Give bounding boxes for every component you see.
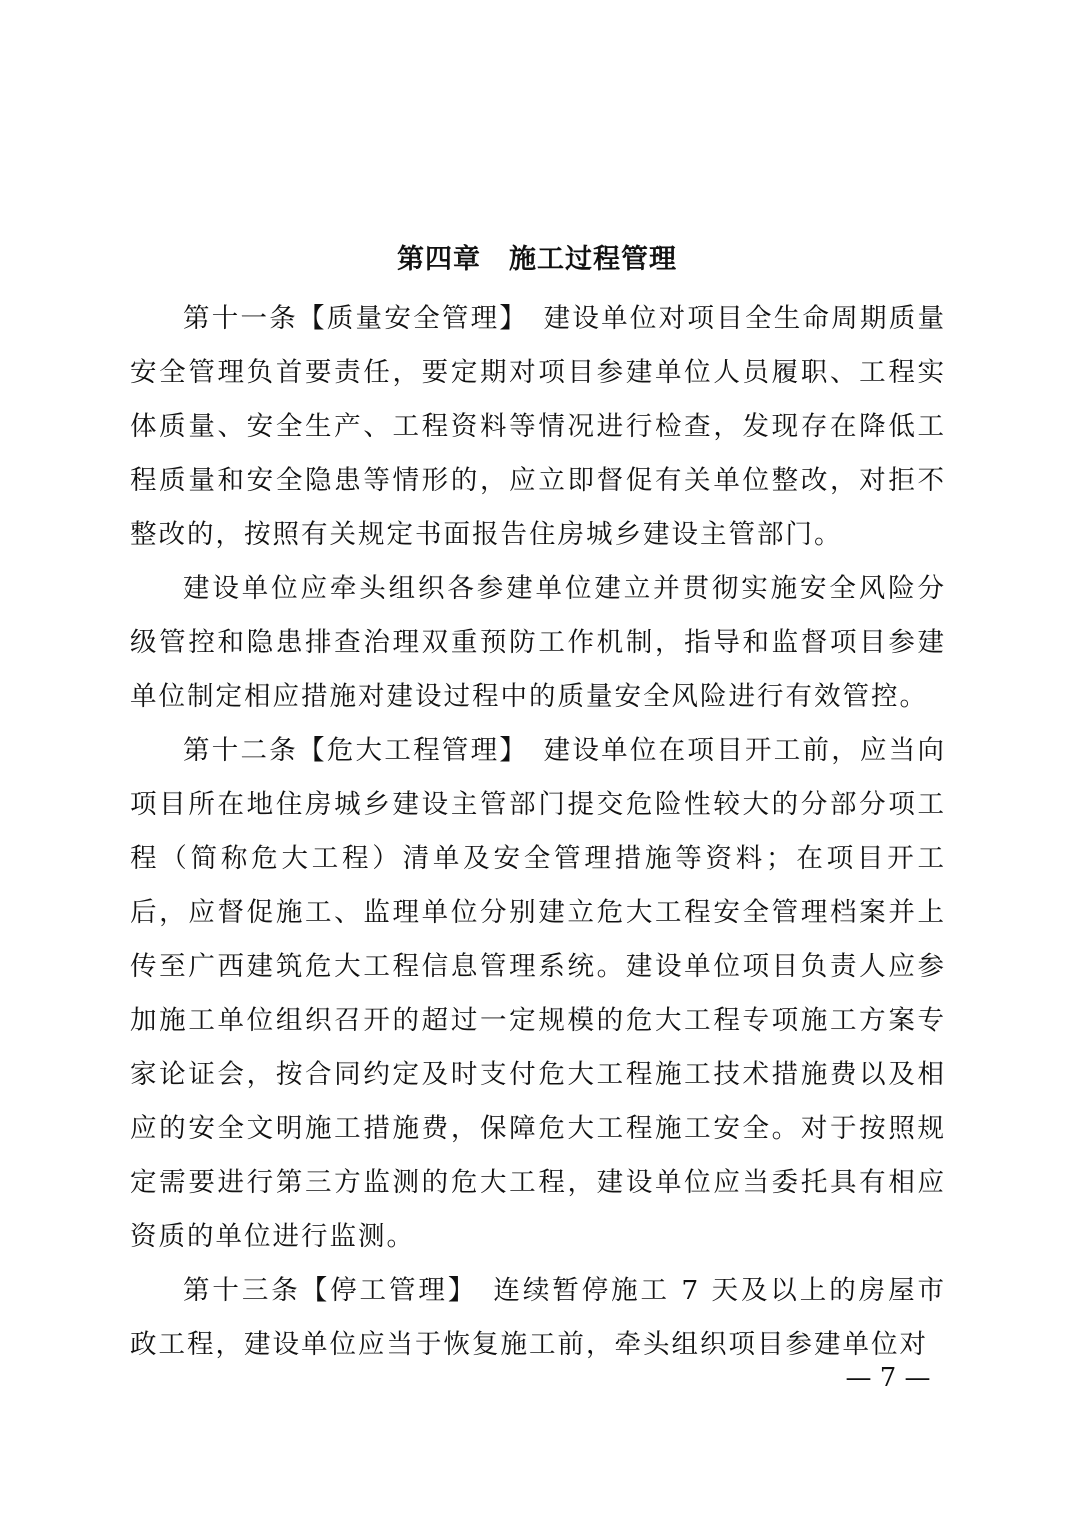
article-12-text: 建设单位在项目开工前，应当向项目所在地住房城乡建设主管部门提交危险性较大的分部分项工程（简称危大工程）清单及安全管理措施等资料；在项目开工后，应督促施工、监理单位分别建立危大工程安全管理档案并上传至广西建筑危大工程信息管理系统。建设单位项目负责人应参加施工单位组织召开的超过一定规模的危大工程专项施工方案专家论证会，按合同约定及时支付危大工程施工技术措施费以及相应的安全文明施工措施费，保障危大工程施工安全。对于按照规定需要进行第三方监测的危大工程，建设单位应当委托具有相应资质的单位进行监测。 (130, 735, 947, 1252)
article-11-text-2: 建设单位应牵头组织各参建单位建立并贯彻实施安全风险分级管控和隐患排查治理双重预防工作机制，指导和监督项目参建单位制定相应措施对建设过程中的质量安全风险进行有效管控。 (130, 573, 946, 712)
article-11-heading: 第十一条【质量安全管理】 (183, 303, 515, 334)
article-12-paragraph (130, 724, 946, 1264)
article-11-paragraph-2 (130, 562, 946, 724)
page-number: — 7 — (845, 1363, 931, 1393)
document-body (130, 292, 946, 1372)
article-12-heading: 第十二条【危大工程管理】 (183, 735, 515, 766)
chapter-title: 第四章 施工过程管理 (397, 244, 677, 275)
article-13-paragraph (130, 1264, 946, 1372)
article-11-paragraph (130, 292, 946, 562)
article-13-heading: 第十三条【停工管理】 (183, 1275, 464, 1306)
article-13-text: 连续暂停施工 7 天及以上的房屋市政工程，建设单位应当于恢复施工前，牵头组织项目参建单位对 (130, 1275, 946, 1360)
article-11-text: 建设单位对项目全生命周期质量安全管理负首要责任，要定期对项目参建单位人员履职、工程实体质量、安全生产、工程资料等情况进行检查，发现存在降低工程质量和安全隐患等情形的，应立即督促有关单位整改，对拒不整改的，按照有关规定书面报告住房城乡建设主管部门。 (130, 303, 947, 550)
